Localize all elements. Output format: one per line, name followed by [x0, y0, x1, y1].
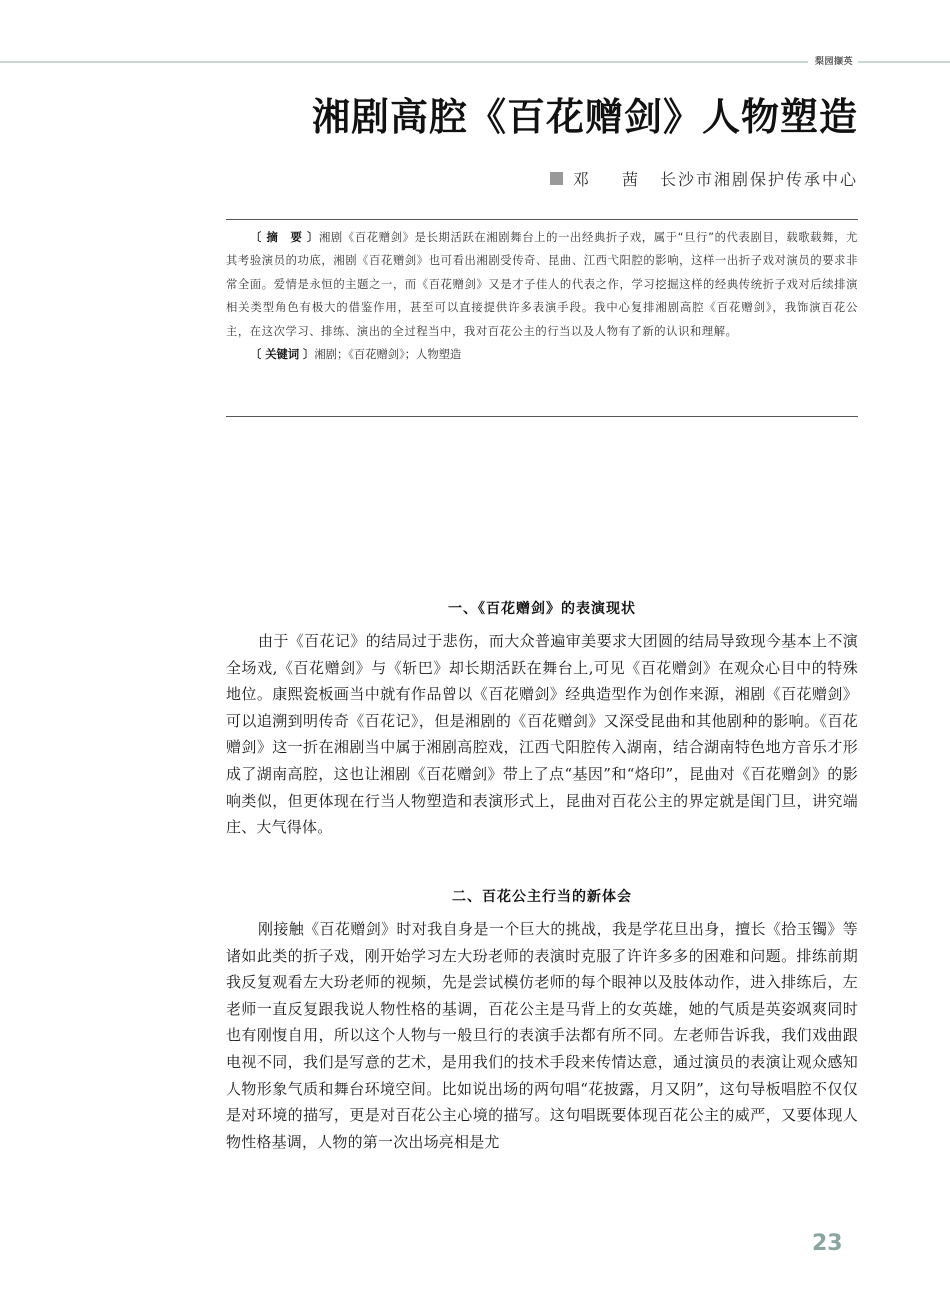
section-1-paragraph: 由于《百花记》的结局过于悲伤，而大众普遍审美要求大团圆的结局导致现今基本上不演全场戏,《百花赠剑》与《斩巴》却长期活跃在舞台上,可见《百花赠剑》在观众心目中的特殊地位。康熙瓷板画当中就有作品曾以《百花赠剑》经典造型作为创作来源，湘剧《百花赠剑》可以追溯到明传奇《百花记》，但是湘剧的《百花赠剑》又深受昆曲和其他剧种的影响。《百花赠剑》这一折在湘剧当中属于湘剧高腔戏，江西弋阳腔传入湖南，结合湖南特色地方音乐才形成了湖南高腔，这也让湘剧《百花赠剑》带上了点“基因”和“烙印”，昆曲对《百花赠剑》的影响类似，但更体现在行当人物塑造和表演形式上，昆曲对百花公主的界定就是闺门旦，讲究端庄、大气得体。: [226, 632, 858, 837]
header-rule-right: [858, 61, 950, 63]
keywords-label: 〔 关键词 〕: [250, 348, 315, 362]
abstract-text: 湘剧《百花赠剑》是长期活跃在湘剧舞台上的一出经典折子戏，属于“旦行”的代表剧目，载歌载舞，尤其考验演员的功底，湘剧《百花赠剑》也可看出湘剧受传奇、昆曲、江西弋阳腔的影响，这样一出折子戏对演员的要求非常全面。爱情是永恒的主题之一，而《百花赠剑》又是才子佳人的代表之作，学习挖掘这样的经典传统折子戏对后续排演相关类型角色有极大的借鉴作用，甚至可以直接提供许多表演手段。我中心复排湘剧高腔《百花赠剑》，我饰演百花公主，在这次学习、排练、演出的全过程当中，我对百花公主的行当以及人物有了新的认识和理解。: [226, 231, 858, 338]
page-number: 23: [812, 1231, 843, 1256]
keywords-text: 湘剧；《百花赠剑》；人物塑造: [314, 348, 462, 362]
section-1-heading: 一、《百花赠剑》的表演现状: [448, 601, 636, 617]
abstract-label: 〔 摘 要 〕: [250, 231, 319, 244]
abstract: [226, 226, 858, 343]
section-tag: 梨园撷英: [814, 57, 853, 67]
section-2-paragraph: 刚接触《百花赠剑》时对我自身是一个巨大的挑战，我是学花旦出身，擅长《拾玉镯》等诸如此类的折子戏，刚开始学习左大玢老师的表演时克服了许许多多的困难和问题。排练前期我反复观看左大玢老师的视频，先是尝试模仿老师的每个眼神以及肢体动作，进入排练后，左老师一直反复跟我说人物性格的基调，百花公主是马背上的女英雄，她的气质是英姿飒爽同时也有刚愎自用，所以这个人物与一般旦行的表演手法都有所不同。左老师告诉我，我们戏曲跟电视不同，我们是写意的艺术，是用我们的技术手段来传情达意，通过演员的表演让观众感知人物形象气质和舞台环境空间。比如说出场的两句唱“花披露，月又阴”，这句导板唱腔不仅仅是对环境的描写，更是对百花公主心境的描写。这句唱既要体现百花公主的威严，又要体现人物性格基调，人物的第一次出场亮相是尤: [226, 920, 858, 1151]
article-title: 湘剧高腔《百花赠剑》人物塑造: [311, 94, 858, 139]
keywords: [226, 343, 858, 366]
abstract-box: [226, 219, 858, 417]
byline: [550, 167, 858, 190]
author-name: 邓 茜: [572, 170, 652, 189]
section-2-heading: 二、百花公主行当的新体会: [452, 889, 632, 905]
square-bullet-icon: [550, 172, 563, 185]
header-rule-left: [0, 61, 808, 63]
author-organization: 长沙市湘剧保护传承中心: [659, 170, 858, 189]
